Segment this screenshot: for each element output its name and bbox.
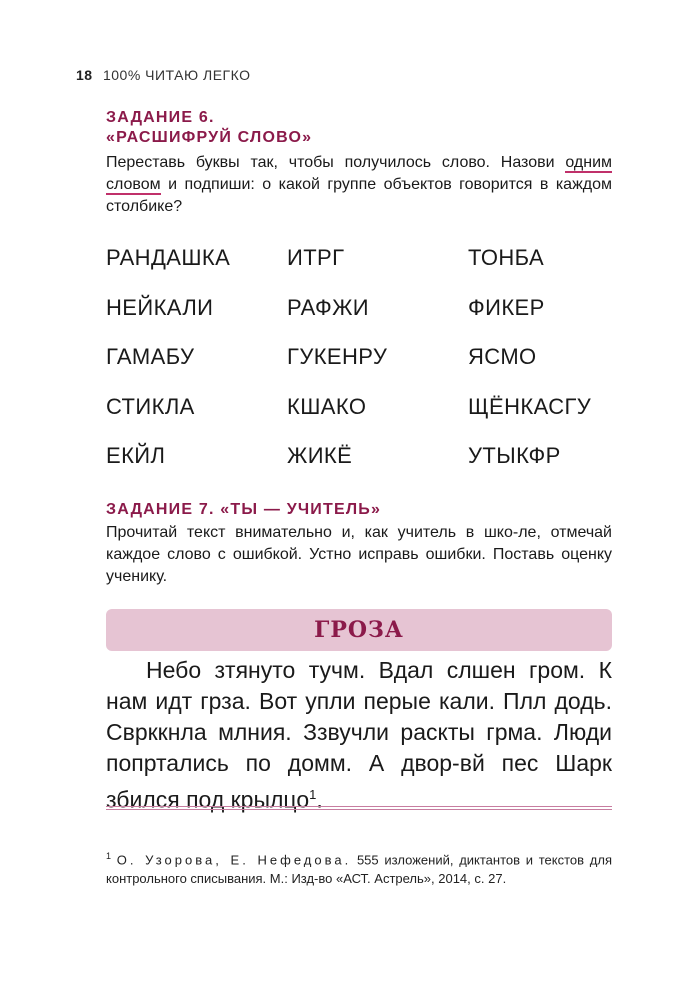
divider-line [106,806,612,807]
word-row [106,342,626,392]
story-body: Небо зтянуто тучм. Вдал слшен гром. К нам идт грза. Вот упли перые кали. Плл додь. Сврккнла млния. Ззвучли раскты грма. Люди попртались по домм. А двор-вй пес Шарк збился под крылцо [106,657,612,813]
story-title: ГРОЗА [314,617,404,643]
word-row [106,392,626,442]
word-row [106,293,626,343]
scrambled-word: ЖИКЁ [287,443,353,468]
scrambled-word: ЩЁНКАСГУ [468,393,592,419]
footnote-authors: О. Узорова, Е. Нефедова. [116,852,352,868]
footnote-reference: 1 [309,787,317,802]
story-title-banner [106,609,612,651]
task7-title: ЗАДАНИЕ 7. «ТЫ — УЧИТЕЛЬ» [106,501,382,518]
book-title: 100% ЧИТАЮ ЛЕГКО [102,67,251,83]
word-row [106,441,626,491]
scrambled-word: ЯСМО [468,344,537,369]
task6-text-part2: и подпиши: о какой группе объектов говорится в каждом столбике? [106,176,612,215]
scrambled-word: КШАКО [287,393,367,419]
task6-title-line2: «РАСШИФРУЙ СЛОВО» [106,129,313,146]
footnote-text: 555 изложений, диктантов и текстов для контрольного списывания. М.: Изд-во «АСТ. Астрель», 2014, с. 27. [106,852,612,887]
scrambled-word: СТИКЛА [106,393,195,419]
footnote-mark: 1 [106,851,112,861]
divider-line [106,809,612,810]
task7-instructions: Прочитай текст внимательно и, как учитель в шко-ле, отмечай каждое слово с ошибкой. Устно исправь ошибки. Поставь оценку ученику. [106,524,612,585]
task6-title-line1: ЗАДАНИЕ 6. [106,109,215,126]
word-row [106,243,626,293]
scrambled-word: ИТРГ [287,245,345,270]
scrambled-word: НЕЙКАЛИ [106,294,214,320]
scrambled-word: РАНДАШКА [106,245,231,270]
footnote [106,847,612,888]
task6-text-part1: Переставь буквы так, чтобы получилось слово. Назови [106,154,555,171]
page-number: 18 [76,67,93,83]
task6-underlined-phrase: одним словом [106,154,613,193]
scrambled-words-grid [106,243,626,491]
task6-title [106,108,312,148]
scrambled-word: УТЫКФР [468,443,561,468]
scrambled-word: ГУКЕНРУ [287,344,388,369]
task6-instructions [106,152,612,218]
scrambled-word: ЕКЙЛ [106,443,166,468]
story-text: Небо зтянуто тучм. Вдал слшен гром. К нам идт грза. Вот упли перые кали. Плл додь. Сврккнла млния. Ззвучли раскты грма. Люди попртались по домм. А двор-вй пес Шарк збился под крылцо$^1$. [106,657,612,813]
page-header [76,67,251,83]
scrambled-word: РАФЖИ [287,294,369,320]
scrambled-word: ФИКЕР [468,294,545,320]
scrambled-word: ТОНБА [468,245,545,270]
scrambled-word: ГАМАБУ [106,344,195,369]
